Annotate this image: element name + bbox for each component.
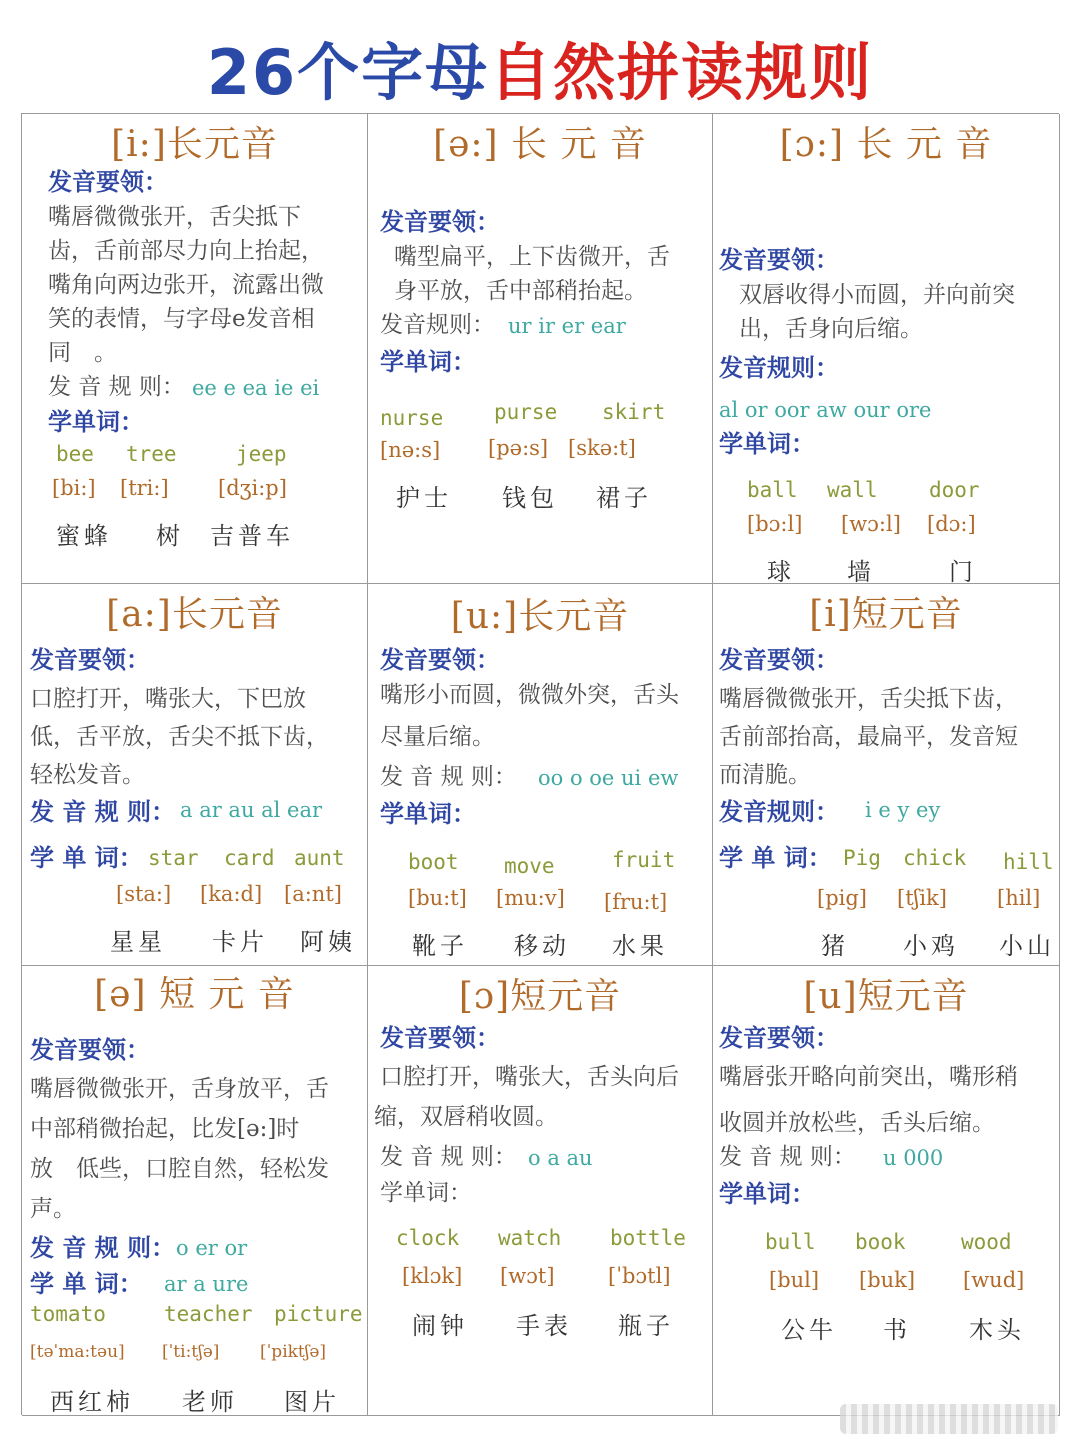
ipa: [dɔ:] (927, 512, 976, 536)
cell-i-short (713, 584, 1060, 966)
tips-line: 舌前部抬高，最扁平，发音短 (719, 724, 1018, 750)
chinese-word: 吉普车 (210, 522, 294, 550)
ipa: [ka:d] (200, 882, 263, 906)
chinese-word: 护士 (396, 484, 452, 512)
rules-label: 发 音 规 则： (719, 1144, 856, 1170)
rules-text: u 000 (883, 1146, 944, 1170)
ipa: [tri:] (120, 476, 169, 500)
cell-heading: [i]短元音 (809, 594, 963, 635)
word: purse (494, 400, 558, 424)
word: door (929, 478, 980, 502)
chinese-word: 移动 (514, 932, 570, 960)
ipa: [sta:] (116, 882, 172, 906)
tips-line: 低，舌平放，舌尖不抵下齿， (30, 724, 329, 750)
chinese-word: 图片 (284, 1388, 340, 1416)
words-label: 学单词： (48, 408, 144, 436)
rules-label: 发 音 规 则： (48, 374, 185, 400)
word: move (504, 854, 555, 878)
tips-line: 而清脆。 (719, 762, 811, 788)
chinese-word: 小鸡 (903, 932, 959, 960)
cell-heading: [u:]长元音 (450, 596, 630, 637)
word: picture (274, 1302, 363, 1326)
tips-label: 发音要领： (719, 646, 839, 674)
tips-line: 齿，舌前部尽力向上抬起， (48, 238, 324, 264)
cell-heading: [ɔ:] 长 元 音 (779, 124, 993, 165)
tips-line: 口腔打开，嘴张大，下巴放 (30, 686, 306, 712)
tips-line: 同 。 (48, 340, 117, 366)
word: bull (765, 1230, 816, 1254)
word: jeep (236, 442, 287, 466)
cell-i-long (22, 114, 368, 584)
ipa: [ˈti:tʃə] (162, 1342, 220, 1362)
tips-label: 发音要领： (30, 1036, 150, 1064)
ipa: [bu:t] (408, 886, 467, 910)
ipa: [bɔ:l] (747, 512, 803, 536)
cell-u-short (713, 966, 1060, 1416)
ipa: [dʒi:p] (218, 476, 287, 500)
word: hill (1003, 850, 1054, 874)
rules-text: ee e ea ie ei (192, 376, 320, 400)
chinese-word: 西红柿 (50, 1388, 134, 1416)
rules-label: 发音规则： (719, 798, 839, 826)
tips-line: 尽量后缩。 (380, 724, 495, 750)
tips-line: 轻松发音。 (30, 762, 145, 788)
cell-heading: [i:]长元音 (111, 124, 278, 165)
cell-heading: [u]短元音 (803, 976, 969, 1017)
words-label: 学单词： (719, 1180, 815, 1208)
cell-a-long (22, 584, 368, 966)
ipa: [buk] (859, 1268, 916, 1292)
cell-heading: [ə] 短 元 音 (94, 974, 295, 1015)
chinese-word: 闹钟 (412, 1312, 468, 1340)
chinese-word: 门 (949, 558, 977, 584)
chinese-word: 靴子 (412, 932, 468, 960)
ipa: [wɔ:l] (841, 512, 901, 536)
chinese-word: 钱包 (502, 484, 558, 512)
cell-heading: [a:]长元音 (106, 594, 283, 635)
word: tomato (30, 1302, 106, 1326)
rules-text: oo o oe ui ew (538, 766, 679, 790)
ipa: [pə:s] (488, 436, 549, 460)
word: wall (827, 478, 878, 502)
rules-text: ur ir er ear (508, 314, 626, 338)
words-label: 学 单 词： (30, 844, 143, 872)
tips-line: 缩，双唇稍收圆。 (374, 1104, 558, 1130)
tips-label: 发音要领： (380, 208, 500, 236)
cell-o-short (368, 966, 713, 1416)
chinese-word: 卡片 (212, 928, 268, 956)
word: boot (408, 850, 459, 874)
chinese-word: 水果 (612, 932, 668, 960)
cell-heading: [ə:] 长 元 音 (433, 124, 647, 165)
words-label: 学单词： (719, 430, 815, 458)
chinese-word: 公牛 (781, 1316, 837, 1344)
rules-text: a ar au al ear (180, 798, 323, 822)
word: chick (903, 846, 967, 870)
cell-heading: [ɔ]短元音 (458, 976, 622, 1017)
tips-line: 嘴唇微微张开，舌尖抵下 (48, 204, 301, 230)
tips-line: 笑的表情，与字母e发音相 (48, 306, 315, 332)
word: star (148, 846, 199, 870)
tips-line: 中部稍微抬起，比发[ə:]时 (30, 1116, 300, 1142)
ipa: [fru:t] (604, 890, 668, 914)
tips-line: 嘴形小而圆，微微外突，舌头 (380, 682, 679, 708)
ipa: [ˈpiktʃə] (260, 1342, 327, 1362)
chinese-word: 手表 (516, 1312, 572, 1340)
ipa: [tʃik] (897, 886, 947, 910)
chinese-word: 裙子 (596, 484, 652, 512)
ipa: [wud] (963, 1268, 1025, 1292)
ipa: [nə:s] (380, 438, 441, 462)
tips-line: 口腔打开，嘴张大，舌头向后 (380, 1064, 679, 1090)
tips-line: 嘴唇微微张开，舌身放平，舌 (30, 1076, 329, 1102)
ipa: [pig] (817, 886, 867, 910)
word: clock (396, 1226, 460, 1250)
title-part-1: 26个字母 (206, 36, 490, 109)
words-label: 学单词： (380, 800, 476, 828)
tips-line: 身平放，舌中部稍抬起。 (394, 278, 647, 304)
chinese-word: 瓶子 (618, 1312, 674, 1340)
ipa: [klɔk] (402, 1264, 463, 1288)
chinese-word: 墙 (847, 558, 875, 584)
tips-label: 发音要领： (719, 1024, 839, 1052)
word: ball (747, 478, 798, 502)
word: tree (126, 442, 177, 466)
words-inline-rules: ar a ure (164, 1272, 249, 1296)
ipa: [mu:v] (496, 886, 565, 910)
rules-label: 发 音 规 则： (30, 798, 176, 826)
rules-text: o a au (528, 1146, 593, 1170)
words-label: 学单词： (380, 1180, 472, 1206)
word: card (224, 846, 275, 870)
words-label: 学 单 词： (719, 844, 832, 872)
rules-label: 发 音 规 则： (380, 764, 517, 790)
word: bee (56, 442, 94, 466)
word: aunt (294, 846, 345, 870)
chinese-word: 蜜蜂 (56, 522, 112, 550)
chinese-word: 树 (156, 522, 184, 550)
rules-label: 发音规则： (380, 312, 495, 338)
ipa: [bul] (769, 1268, 820, 1292)
chinese-word: 阿姨 (300, 928, 356, 956)
word: fruit (612, 848, 676, 872)
ipa: [ˈbɔtl] (608, 1264, 671, 1288)
ipa: [bi:] (52, 476, 96, 500)
tips-line: 收圆并放松些，舌头后缩。 (719, 1110, 995, 1136)
rules-label: 发音规则： (719, 354, 839, 382)
word: wood (961, 1230, 1012, 1254)
tips-line: 双唇收得小而圆，并向前突 (739, 282, 1015, 308)
ipa: [skə:t] (568, 436, 636, 460)
chinese-word: 猪 (821, 932, 849, 960)
chinese-word: 星星 (110, 928, 166, 956)
tips-label: 发音要领： (719, 246, 839, 274)
page-title (0, 28, 1080, 118)
ipa: [a:nt] (284, 882, 342, 906)
tips-label: 发音要领： (380, 646, 500, 674)
word: bottle (610, 1226, 686, 1250)
watermark (840, 1404, 1058, 1434)
tips-line: 嘴唇微微张开，舌尖抵下齿， (719, 686, 1018, 712)
rules-label: 发 音 规 则： (380, 1144, 517, 1170)
chinese-word: 球 (767, 558, 795, 584)
word: Pig (843, 846, 881, 870)
title-part-2: 自然拼读规则 (489, 36, 874, 109)
tips-line: 嘴角向两边张开，流露出微 (48, 272, 324, 298)
ipa: [təˈma:təu] (30, 1342, 125, 1362)
word: nurse (380, 406, 444, 430)
phonics-grid (21, 113, 1059, 1415)
chinese-word: 书 (883, 1316, 911, 1344)
tips-line: 嘴唇张开略向前突出，嘴形稍 (719, 1064, 1018, 1090)
rules-text: i e y ey (865, 798, 941, 822)
ipa: [hil] (997, 886, 1041, 910)
tips-line: 放 低些，口腔自然，轻松发 (30, 1156, 329, 1182)
tips-line: 声。 (30, 1196, 76, 1222)
cell-or-long (713, 114, 1060, 584)
tips-line: 出，舌身向后缩。 (739, 316, 923, 342)
word: book (855, 1230, 906, 1254)
word: watch (498, 1226, 562, 1250)
chinese-word: 老师 (182, 1388, 238, 1416)
tips-label: 发音要领： (30, 646, 150, 674)
ipa: [wɔt] (500, 1264, 555, 1288)
word: teacher (164, 1302, 253, 1326)
chinese-word: 木头 (969, 1316, 1025, 1344)
words-label: 学 单 词： (30, 1270, 143, 1298)
cell-u-long (368, 584, 713, 966)
chinese-word: 小山 (999, 932, 1055, 960)
tips-line: 嘴型扁平，上下齿微开，舌 (394, 244, 670, 270)
cell-er-long (368, 114, 713, 584)
cell-schwa-short (22, 966, 368, 1416)
rules-label: 发 音 规 则： (30, 1234, 176, 1262)
tips-label: 发音要领： (48, 168, 168, 196)
word: skirt (602, 400, 666, 424)
rules-text: al or oor aw our ore (719, 398, 932, 422)
tips-label: 发音要领： (380, 1024, 500, 1052)
words-label: 学单词： (380, 348, 476, 376)
rules-text: o er or (176, 1236, 248, 1260)
